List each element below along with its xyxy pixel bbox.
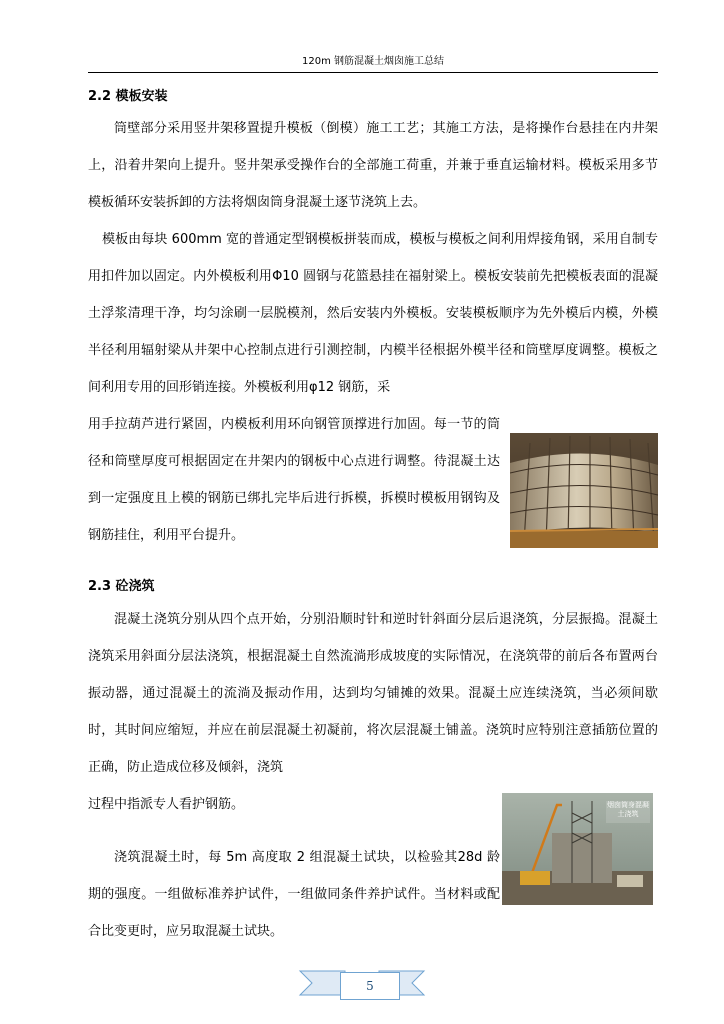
- paragraph-formwork-fixing: 用手拉葫芦进行紧固，内模板利用环向钢管顶撑进行加固。每一节的筒径和筒壁厚度可根据固定在井架内的钢板中心点进行调整。待混凝土达到一定强度且上模的钢筋已绑扎完毕后进行拆模，拆模时模板用钢钩及钢筋挂住，利用平台提升。: [88, 417, 500, 543]
- formwork-photo-graphic: [510, 433, 658, 548]
- paragraph-pouring-guard: 过程中指派专人看护钢筋。: [88, 797, 245, 812]
- page-number: 5: [340, 972, 400, 1000]
- paragraph-formwork-method: 筒壁部分采用竖井架移置提升模板（倒模）施工工艺；其施工方法，是将操作台悬挂在内井架上，沿着井架向上提升。竖井架承受操作台的全部施工荷重，并兼于垂直运输材料。模板采用多节模板循环安装拆卸的方法将烟囱筒身混凝土逐节浇筑上去。: [88, 121, 658, 210]
- paragraph-test-blocks: 浇筑混凝土时，每 5m 高度取 2 组混凝土试块，以检验其28d 龄期的强度。一组做标准养护试件，一组做同条件养护试件。当材料或配合比变更时，应另取混凝土试块。: [88, 850, 500, 939]
- section-heading-2-2: 2.2 模板安装: [88, 89, 168, 104]
- paragraph-formwork-assembly: 模板由每块 600mm 宽的普通定型钢模板拼装而成，模板与模板之间利用焊接角钢，采用自制专用扣件加以固定。内外模板利用Φ10 圆钢与花篮悬挂在福射梁上。模板安装前先把模板表面的混凝土浮浆清理干净，均匀涂刷一层脱模剂，然后安装内外模板。安装模板顺序为先外模后内模，外模半径利用辐射梁从井架中心控制点进行引测控制，内模半径根据外模半径和筒壁厚度调整。模板之间利用专用的回形销连接。外模板利用φ12 钢筋，采: [88, 232, 658, 395]
- formwork-photo: [510, 433, 658, 548]
- paragraph-pouring-method: 混凝土浇筑分别从四个点开始，分别沿顺时针和逆时针斜面分层后退浇筑，分层振捣。混凝土浇筑采用斜面分层法浇筑，根据混凝土自然流淌形成坡度的实际情况，在浇筑带的前后各布置两台振动器，通过混凝土的流淌及振动作用，达到均匀铺摊的效果。混凝土应连续浇筑，当必须间歇时，其时间应缩短，并应在前层混凝土初凝前，将次层混凝土铺盖。浇筑时应特别注意插筋位置的正确，防止造成位移及倾斜，浇筑: [88, 612, 658, 775]
- section-heading-2-3: 2.3 砼浇筑: [88, 579, 155, 594]
- running-header: 120m 钢筋混凝土烟囱施工总结: [301, 56, 444, 67]
- pouring-photo: [502, 793, 653, 905]
- header-rule: [88, 72, 658, 73]
- pouring-photo-caption: 烟囱筒身混凝土浇筑: [607, 801, 649, 818]
